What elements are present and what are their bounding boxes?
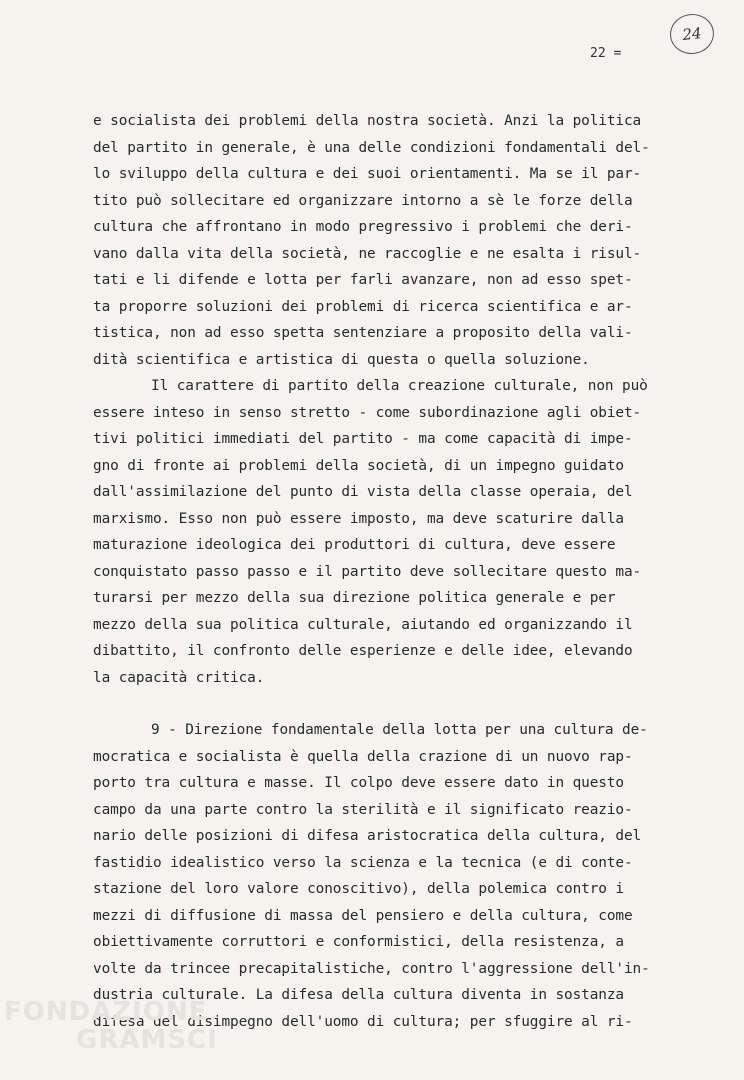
text-line: stazione del loro valore conoscitivo), della polemica contro i: [93, 881, 624, 897]
text-line: campo da una parte contro la sterilità e il significato reazio-: [93, 801, 633, 818]
paragraph: [93, 717, 683, 1035]
text-line: dustria culturale. La difesa della cultura diventa in sostanza: [93, 987, 624, 1003]
text-line: mocratica e socialista è quella della crazione di un nuovo rap-: [93, 748, 633, 765]
text-line: conquistato passo passo e il partito deve sollecitare questo ma-: [93, 563, 642, 580]
text-line: lo sviluppo della cultura e dei suoi orientamenti. Ma se il par-: [93, 166, 642, 182]
text-line: marxismo. Esso non può essere imposto, ma deve scaturire dalla: [93, 510, 624, 527]
text-line: obiettivamente corruttori e conformistici, della resistenza, a: [93, 934, 624, 950]
text-line: cultura che affrontano in modo pregressivo i problemi che deri-: [93, 219, 633, 235]
text-line: 9 - Direzione fondamentale della lotta per una cultura de-: [151, 722, 648, 738]
text-line: porto tra cultura e masse. Il colpo deve essere dato in questo: [93, 775, 624, 791]
paragraph: [93, 373, 683, 691]
text-line: dall'assimilazione del punto di vista della classe operaia, del: [93, 484, 633, 500]
page-stamp: 24: [668, 12, 716, 56]
text-line: mezzi di diffusione di massa del pensiero e della cultura, come: [93, 907, 633, 924]
text-line: la capacità critica.: [93, 669, 265, 686]
text-line: dità scientifica e artistica di questa o quella soluzione.: [93, 351, 590, 368]
watermark: [4, 998, 218, 1054]
text-line: essere inteso in senso stretto - come subordinazione agli obiet-: [93, 404, 642, 421]
text-line: Il carattere di partito della creazione culturale, non può: [151, 378, 648, 394]
text-line: volte da trincee precapitalistiche, contro l'aggressione dell'in-: [93, 960, 650, 977]
text-line: difesa del disimpegno dell'uomo di cultura; per sfuggire al ri-: [93, 1013, 633, 1030]
text-line: vano dalla vita della società, ne raccoglie e ne esalta i risul-: [93, 245, 642, 262]
text-line: e socialista dei problemi della nostra società. Anzi la politica: [93, 113, 642, 129]
text-line: ta proporre soluzioni dei problemi di ricerca scientifica e ar-: [93, 298, 633, 315]
text-line: gno di fronte ai problemi della società, di un impegno guidato: [93, 457, 624, 474]
text-line: del partito in generale, è una delle condizioni fondamentali del-: [93, 139, 650, 156]
paragraph: [93, 108, 683, 373]
watermark-line: FONDAZIONE: [4, 997, 208, 1027]
text-line: maturazione ideologica dei produttori di cultura, deve essere: [93, 537, 616, 553]
paragraph-gap: [93, 691, 683, 717]
text-line: nario delle posizioni di difesa aristocratica della cultura, del: [93, 828, 642, 844]
text-line: tistica, non ad esso spetta sentenziare a proposito della vali-: [93, 325, 633, 341]
page-number: 22 =: [590, 46, 622, 61]
text-line: turarsi per mezzo della sua direzione politica generale e per: [93, 590, 616, 606]
text-line: mezzo della sua politica culturale, aiutando ed organizzando il: [93, 616, 633, 633]
text-line: dibattito, il confronto delle esperienze e delle idee, elevando: [93, 643, 633, 659]
text-line: tito può sollecitare ed organizzare intorno a sè le forze della: [93, 192, 633, 209]
body-text: [93, 108, 683, 1035]
text-line: fastidio idealistico verso la scienza e la tecnica (e di conte-: [93, 854, 633, 871]
text-line: tati e li difende e lotta per farli avanzare, non ad esso spet-: [93, 272, 633, 288]
text-line: tivi politici immediati del partito - ma come capacità di impe-: [93, 431, 633, 447]
watermark-line: GRAMSCI: [76, 1025, 218, 1055]
